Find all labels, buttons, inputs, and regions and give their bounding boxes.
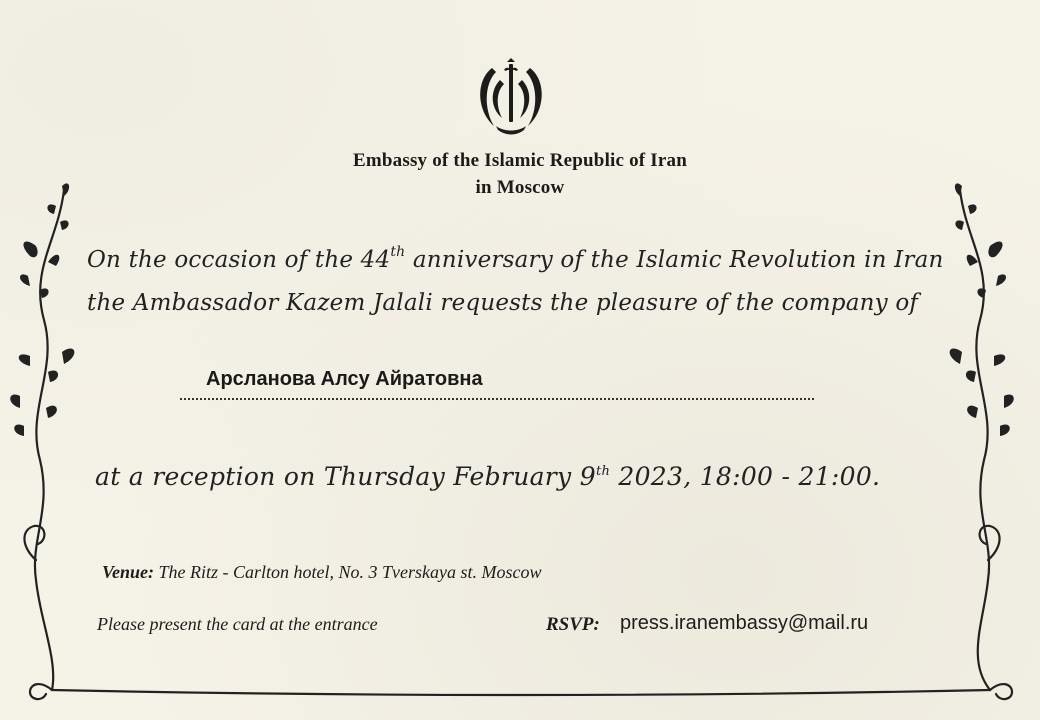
venue-label: Venue: xyxy=(102,562,155,582)
iran-emblem-icon xyxy=(474,58,548,136)
entrance-note: Please present the card at the entrance xyxy=(97,614,378,634)
reception-ordinal: th xyxy=(595,464,611,479)
guest-name: Арсланова Алсу Айратовна xyxy=(206,368,483,390)
rsvp-label: RSVP: xyxy=(546,614,600,635)
reception-suffix: 2023, 18:00 - 21:00. xyxy=(610,462,881,491)
occasion-line xyxy=(87,244,944,273)
embassy-city: in Moscow xyxy=(475,177,565,198)
occasion-suffix: anniversary of the Islamic Revolution in Iran xyxy=(405,247,944,273)
venue-text: The Ritz - Carlton hotel, No. 3 Tverskaya st. Moscow xyxy=(154,562,542,582)
reception-line xyxy=(95,462,880,491)
occasion-prefix: On the occasion of the 44 xyxy=(87,247,391,273)
reception-prefix: at a reception on Thursday February 9 xyxy=(95,462,596,491)
occasion-ordinal: th xyxy=(390,244,406,260)
rsvp-email: press.iranembassy@mail.ru xyxy=(620,612,869,634)
guest-dotted-line xyxy=(180,396,814,400)
request-line: the Ambassador Kazem Jalali requests the pleasure of the company of xyxy=(87,290,919,316)
embassy-name: Embassy of the Islamic Republic of Iran xyxy=(353,150,687,171)
venue-line xyxy=(102,562,542,583)
